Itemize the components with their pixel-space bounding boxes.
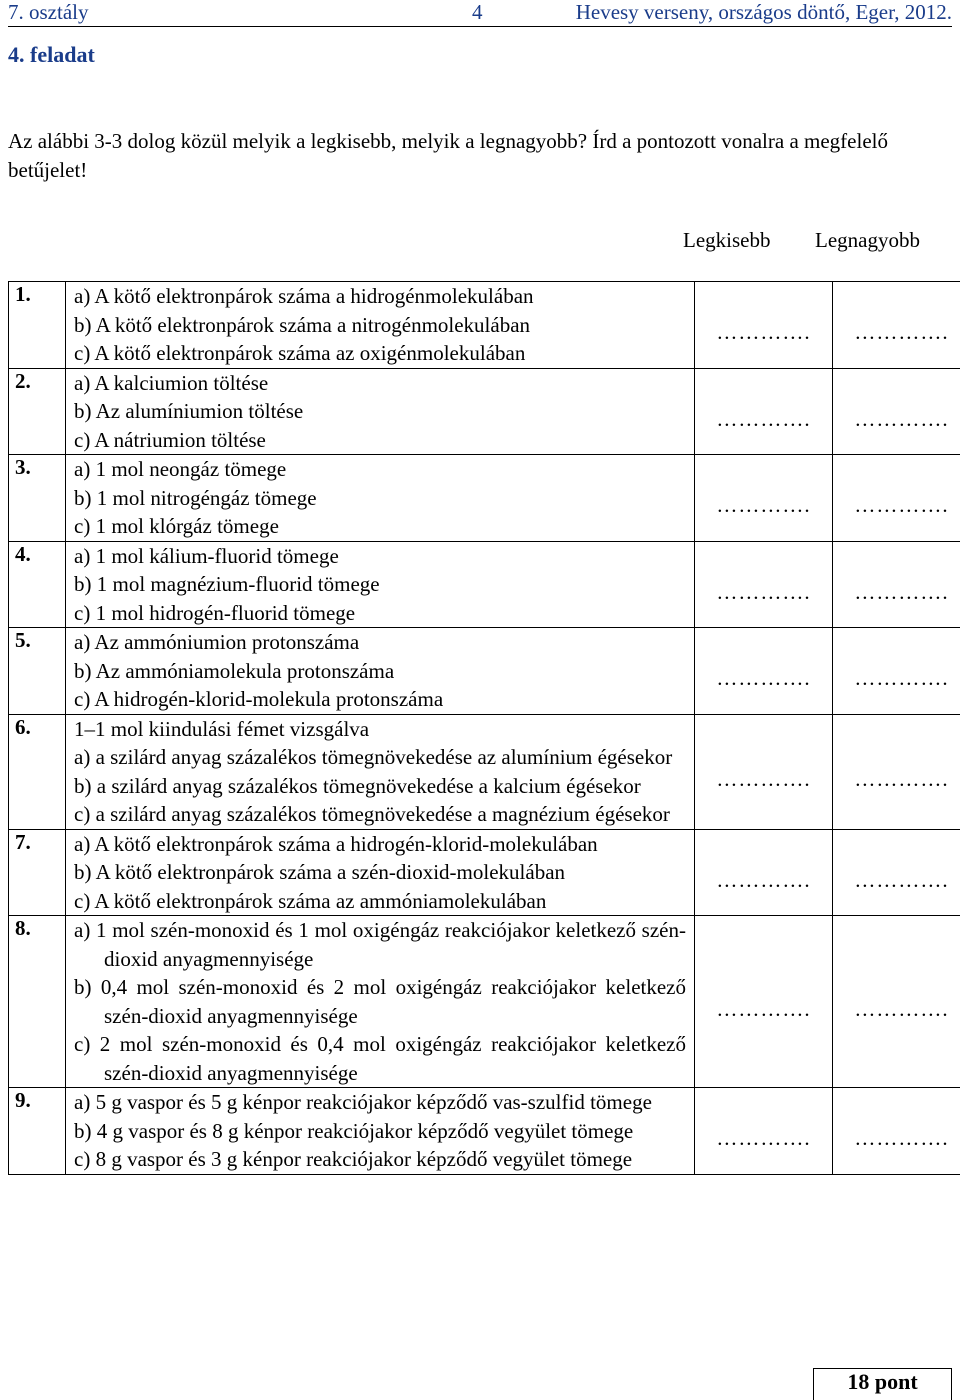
- answer-blank-largest[interactable]: ………….: [854, 320, 948, 344]
- task-text: [66, 916, 695, 1088]
- task-option: a) A kalciumion töltése: [74, 369, 686, 398]
- task-option: b) Az ammóniamolekula protonszáma: [74, 657, 686, 686]
- task-option: a) 1 mol neongáz tömege: [74, 455, 686, 484]
- task-option: b) 4 g vaspor és 8 g kénpor reakciójakor képződő vegyület tömege: [74, 1117, 686, 1146]
- column-header-largest: Legnagyobb: [815, 228, 920, 253]
- task-option: a) A kötő elektronpárok száma a hidrogénmolekulában: [74, 282, 686, 311]
- header-competition: Hevesy verseny, országos döntő, Eger, 2012.: [576, 0, 952, 25]
- answer-cell-smallest[interactable]: [695, 628, 833, 715]
- task-text: [66, 1088, 695, 1175]
- task-option: b) 1 mol nitrogéngáz tömege: [74, 484, 686, 513]
- answer-cell-smallest[interactable]: [695, 1088, 833, 1175]
- task-option: a) 1 mol szén-monoxid és 1 mol oxigéngáz reakciójakor keletkező szén-dioxid anyagmennyisége: [74, 916, 686, 973]
- answer-cell-smallest[interactable]: [695, 541, 833, 628]
- task-row: [9, 829, 960, 916]
- task-option: c) A kötő elektronpárok száma az oxigénmolekulában: [74, 339, 686, 368]
- task-option: c) 1 mol hidrogén-fluorid tömege: [74, 599, 686, 628]
- task-intro: Az alábbi 3-3 dolog közül melyik a legkisebb, melyik a legnagyobb? Írd a pontozott vonalra a megfelelő betűjelet!: [8, 127, 952, 185]
- task-option: c) A hidrogén-klorid-molekula protonszáma: [74, 685, 686, 714]
- answer-cell-smallest[interactable]: [695, 829, 833, 916]
- answer-cell-smallest[interactable]: [695, 282, 833, 369]
- answer-cell-smallest[interactable]: [695, 916, 833, 1088]
- answer-blank-largest[interactable]: ………….: [854, 997, 948, 1021]
- task-option: 1–1 mol kiindulási fémet vizsgálva: [74, 715, 686, 744]
- task-row: [9, 1088, 960, 1175]
- task-text: [66, 829, 695, 916]
- task-text: [66, 455, 695, 542]
- answer-blank-smallest[interactable]: ………….: [716, 997, 810, 1021]
- task-title: 4. feladat: [8, 42, 95, 68]
- answer-blank-largest[interactable]: ………….: [854, 666, 948, 690]
- task-row: [9, 916, 960, 1088]
- task-text: [66, 714, 695, 829]
- task-option: b) a szilárd anyag százalékos tömegnövekedése a kalcium égésekor: [74, 772, 686, 801]
- answer-cell-largest[interactable]: [833, 916, 960, 1088]
- task-option: b) 0,4 mol szén-monoxid és 2 mol oxigéngáz reakciójakor keletkező szén-dioxid anyagmennyisége: [74, 973, 686, 1030]
- answer-blank-largest[interactable]: ………….: [854, 493, 948, 517]
- task-row: [9, 541, 960, 628]
- task-option: a) 1 mol kálium-fluorid tömege: [74, 542, 686, 571]
- answer-cell-largest[interactable]: [833, 714, 960, 829]
- task-option: b) A kötő elektronpárok száma a nitrogénmolekulában: [74, 311, 686, 340]
- task-number: 5.: [9, 628, 66, 715]
- task-option: b) Az alumíniumion töltése: [74, 397, 686, 426]
- answer-blank-largest[interactable]: ………….: [854, 868, 948, 892]
- answer-blank-smallest[interactable]: ………….: [716, 320, 810, 344]
- answer-blank-smallest[interactable]: ………….: [716, 767, 810, 791]
- task-number: 9.: [9, 1088, 66, 1175]
- task-text: [66, 628, 695, 715]
- task-option: c) 8 g vaspor és 3 g kénpor reakciójakor képződő vegyület tömege: [74, 1145, 686, 1174]
- task-number: 3.: [9, 455, 66, 542]
- task-row: [9, 282, 960, 369]
- task-option: a) Az ammóniumion protonszáma: [74, 628, 686, 657]
- score-box: 18 pont: [813, 1368, 952, 1400]
- task-option: c) A kötő elektronpárok száma az ammóniamolekulában: [74, 887, 686, 916]
- task-option: b) 1 mol magnézium-fluorid tömege: [74, 570, 686, 599]
- task-option: c) 2 mol szén-monoxid és 0,4 mol oxigéngáz reakciójakor keletkező szén-dioxid anyagmennyisége: [74, 1030, 686, 1087]
- task-number: 4.: [9, 541, 66, 628]
- task-text: [66, 541, 695, 628]
- answer-blank-largest[interactable]: ………….: [854, 580, 948, 604]
- task-row: [9, 455, 960, 542]
- task-option: c) a szilárd anyag százalékos tömegnövekedése a magnézium égésekor: [74, 800, 686, 829]
- task-table: [8, 281, 960, 1175]
- answer-blank-largest[interactable]: ………….: [854, 767, 948, 791]
- answer-blank-smallest[interactable]: ………….: [716, 493, 810, 517]
- task-option: c) 1 mol klórgáz tömege: [74, 512, 686, 541]
- answer-cell-largest[interactable]: [833, 368, 960, 455]
- answer-cell-largest[interactable]: [833, 282, 960, 369]
- task-number: 8.: [9, 916, 66, 1088]
- answer-blank-smallest[interactable]: ………….: [716, 666, 810, 690]
- answer-cell-largest[interactable]: [833, 1088, 960, 1175]
- answer-cell-smallest[interactable]: [695, 714, 833, 829]
- answer-cell-largest[interactable]: [833, 829, 960, 916]
- answer-blank-smallest[interactable]: ………….: [716, 580, 810, 604]
- answer-cell-largest[interactable]: [833, 628, 960, 715]
- answer-blank-smallest[interactable]: ………….: [716, 407, 810, 431]
- answer-cell-smallest[interactable]: [695, 455, 833, 542]
- page-header: [8, 0, 952, 27]
- answer-blank-largest[interactable]: ………….: [854, 407, 948, 431]
- header-page-number: 4: [472, 0, 483, 25]
- answer-cell-largest[interactable]: [833, 541, 960, 628]
- task-option: a) 5 g vaspor és 5 g kénpor reakciójakor képződő vas-szulfid tömege: [74, 1088, 686, 1117]
- task-option: a) A kötő elektronpárok száma a hidrogén-klorid-molekulában: [74, 830, 686, 859]
- task-row: [9, 628, 960, 715]
- task-number: 7.: [9, 829, 66, 916]
- answer-cell-smallest[interactable]: [695, 368, 833, 455]
- answer-blank-smallest[interactable]: ………….: [716, 868, 810, 892]
- task-text: [66, 368, 695, 455]
- task-option: b) A kötő elektronpárok száma a szén-dioxid-molekulában: [74, 858, 686, 887]
- column-header-smallest: Legkisebb: [683, 228, 770, 253]
- task-number: 1.: [9, 282, 66, 369]
- answer-blank-largest[interactable]: ………….: [854, 1126, 948, 1150]
- task-row: [9, 368, 960, 455]
- task-number: 2.: [9, 368, 66, 455]
- task-number: 6.: [9, 714, 66, 829]
- answer-cell-largest[interactable]: [833, 455, 960, 542]
- task-row: [9, 714, 960, 829]
- task-option: c) A nátriumion töltése: [74, 426, 686, 455]
- task-text: [66, 282, 695, 369]
- answer-blank-smallest[interactable]: ………….: [716, 1126, 810, 1150]
- task-option: a) a szilárd anyag százalékos tömegnövekedése az alumínium égésekor: [74, 743, 686, 772]
- header-grade: 7. osztály: [8, 0, 88, 25]
